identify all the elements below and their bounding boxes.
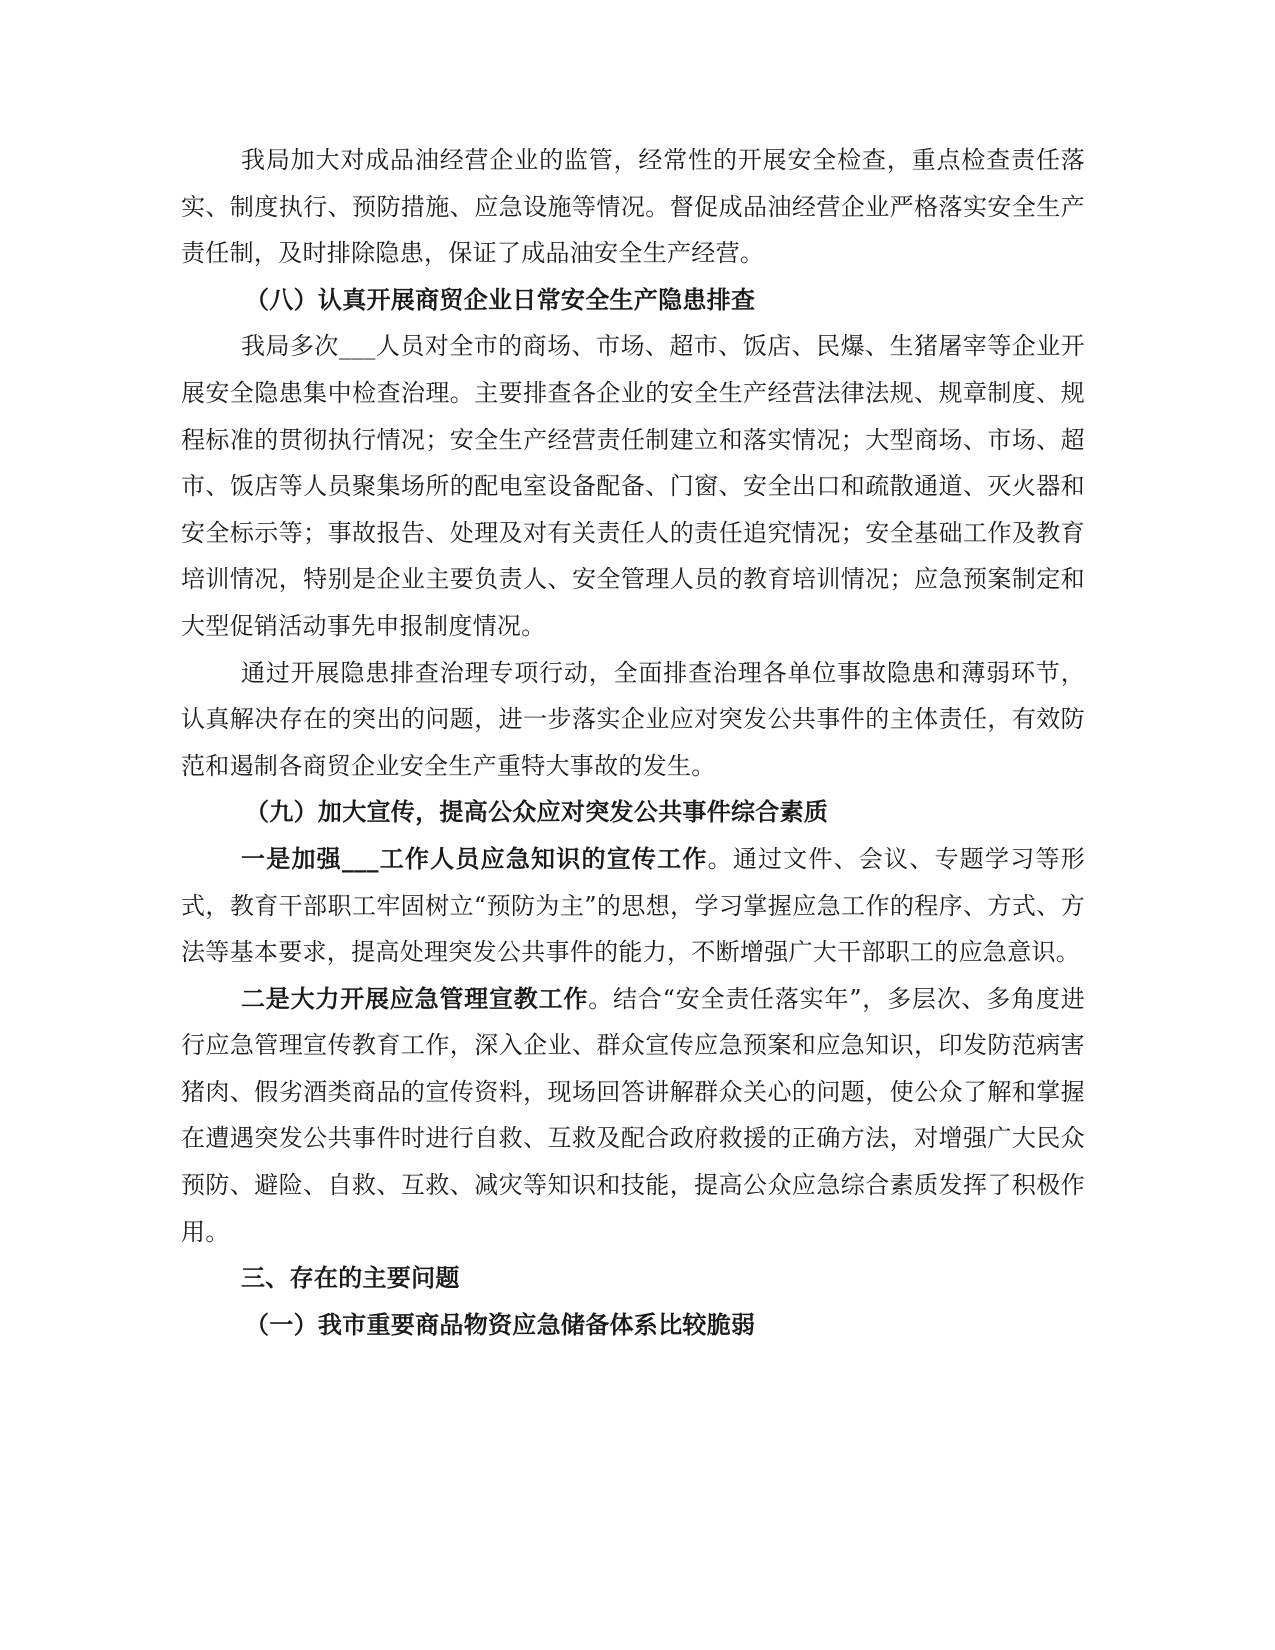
heading-section-9: （九）加大宣传，提高公众应对突发公共事件综合素质	[245, 797, 829, 827]
paragraph-special-action: 通过开展隐患排查治理专项行动，全面排查治理各单位事故隐患和薄弱环节，认真解决存在的突出的问题，进一步落实企业应对突发公共事件的主体责任，有效防范和遏制各商贸企业安全生产重特大事故的发生。	[181, 658, 1085, 780]
paragraph-staff-training	[181, 836, 1085, 976]
paragraph-hazard-inspection: 我局多次___人员对全市的商场、市场、超市、饭店、民爆、生猪屠宰等企业开展安全隐患集中检查治理。主要排查各企业的安全生产经营法律法规、规章制度、规程标准的贯彻执行情况；安全生产经营责任制建立和落实情况；大型商场、市场、超市、饭店等人员聚集场所的配电室设备配备、门窗、安全出口和疏散通道、灭火器和安全标示等；事故报告、处理及对有关责任人的责任追究情况；安全基础工作及教育培训情况，特别是企业主要负责人、安全管理人员的教育培训情况；应急预案制定和大型促销活动事先申报制度情况。	[181, 332, 1085, 640]
heading-subsection-1: （一）我市重要商品物资应急储备体系比较脆弱	[245, 1309, 756, 1339]
paragraph-lead-staff-training: 一是加强___工作人员应急知识的宣传工作	[241, 843, 708, 873]
paragraph-body-staff-training: 。通过文件、会议、专题学习等形式，教育干部职工牢固树立“预防为主”的思想，学习掌握应急工作的程序、方式、方法等基本要求，提高处理突发公共事件的能力，不断增强广大干部职工的应急意识。	[181, 844, 1085, 967]
heading-section-8: （八）认真开展商贸企业日常安全生产隐患排查	[245, 284, 756, 314]
paragraph-body-public-education: 。结合“安全责任落实年”，多层次、多角度进行应急管理宣传教育工作，深入企业、群众宣传应急预案和应急知识，印发防范病害猪肉、假劣酒类商品的宣传资料，现场回答讲解群众关心的问题，使公众了解和掌握在遭遇突发公共事件时进行自救、互救及配合政府救援的正确方法，对增强广大民众预防、避险、自救、互救、减灾等知识和技能，提高公众应急综合素质发挥了积极作用。	[181, 984, 1085, 1246]
paragraph-oil-supervision: 我局加大对成品油经营企业的监管，经常性的开展安全检查，重点检查责任落实、制度执行、预防措施、应急设施等情况。督促成品油经营企业严格落实安全生产责任制，及时排除隐患，保证了成品油安全生产经营。	[181, 146, 1085, 268]
paragraph-public-education	[181, 976, 1085, 1256]
paragraph-lead-public-education: 二是大力开展应急管理宣教工作	[241, 983, 589, 1013]
heading-part-3: 三、存在的主要问题	[241, 1263, 460, 1293]
document-body	[181, 137, 1085, 1348]
